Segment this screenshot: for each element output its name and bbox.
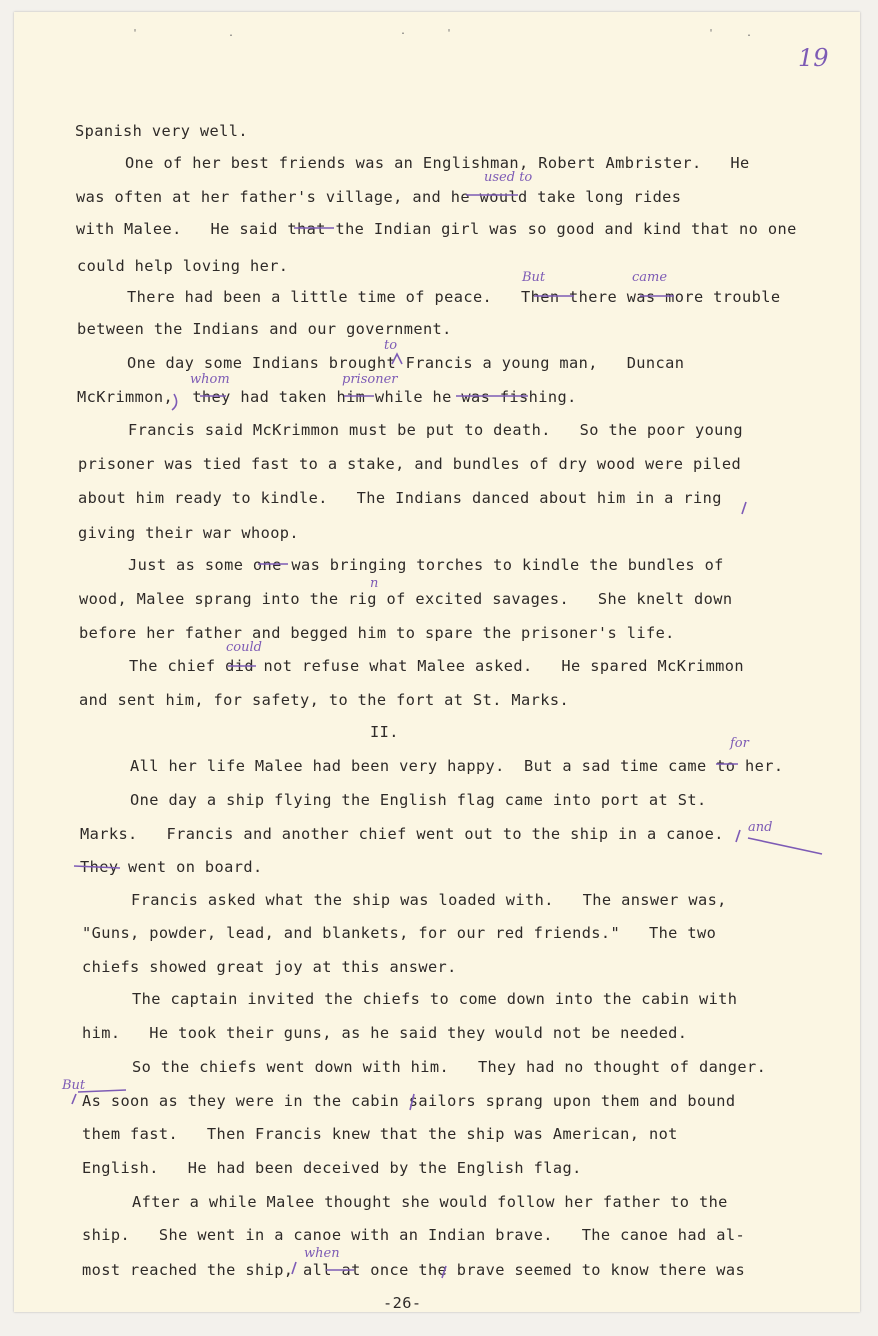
typed-page-number: -26- [383, 1294, 422, 1312]
text-line: wood, Malee sprang into the rig of excited savages. She knelt down [79, 590, 733, 608]
text-line: McKrimmon, they had taken him while he was fishing. [77, 388, 577, 406]
strike-they-2 [74, 866, 120, 868]
caret-to [392, 354, 402, 364]
text-line: could help loving her. [77, 257, 289, 275]
comma-ship [292, 1262, 296, 1274]
text-line: All her life Malee had been very happy. But a sad time came to her. [130, 757, 784, 775]
edit-came: came [632, 270, 668, 285]
text-line: One day some Indians brought Francis a young man, Duncan [127, 354, 685, 372]
text-line: Francis asked what the ship was loaded with. The answer was, [131, 891, 727, 909]
comma-canoe [736, 830, 740, 842]
comma-mccrimmon [172, 394, 177, 410]
comma-ring [742, 502, 746, 514]
edit-n: n [370, 576, 379, 591]
text-line: and sent him, for safety, to the fort at St. Marks. [79, 691, 570, 709]
text-line: English. He had been deceived by the English flag. [82, 1159, 582, 1177]
text-line: Marks. Francis and another chief went out to the ship in a canoe. [80, 825, 724, 843]
speck: ' [708, 28, 715, 39]
text-line: One of her best friends was an Englishman, Robert Ambrister. He [125, 154, 750, 172]
edit-and: and [748, 820, 773, 835]
text-line: Francis said McKrimmon must be put to death. So the poor young [128, 421, 744, 439]
text-line: giving their war whoop. [78, 524, 300, 542]
text-line: before her father and begged him to spare the prisoner's life. [79, 624, 675, 642]
edit-used-to: used to [484, 170, 533, 185]
text-line: As soon as they were in the cabin sailors sprang upon them and bound [82, 1092, 736, 1110]
text-line: The captain invited the chiefs to come down into the cabin with [132, 990, 738, 1008]
text-line: Spanish very well. [75, 122, 248, 140]
speck: . [746, 28, 753, 39]
text-line: After a while Malee thought she would follow her father to the [132, 1193, 728, 1211]
speck: . [400, 26, 407, 37]
text-line: prisoner was tied fast to a stake, and bundles of dry wood were piled [78, 455, 742, 473]
edit-whom: whom [190, 372, 230, 387]
and-tail [748, 838, 822, 854]
text-line: "Guns, powder, lead, and blankets, for our red friends." The two [82, 924, 717, 942]
editing-marks [14, 12, 860, 1312]
edit-to: to [384, 338, 398, 353]
text-line: with Malee. He said that the Indian girl was so good and kind that no one [76, 220, 797, 238]
text-line: So the chiefs went down with him. They had no thought of danger. [132, 1058, 767, 1076]
caret-stroke [72, 1094, 76, 1104]
speck: . [228, 28, 235, 39]
text-line: most reached the ship, all at once the brave seemed to know there was [82, 1261, 746, 1279]
edit-when: when [304, 1246, 340, 1261]
text-line: him. He took their guns, as he said they would not be needed. [82, 1024, 688, 1042]
edit-prisoner: prisoner [342, 372, 398, 387]
text-line: chiefs showed great joy at this answer. [82, 958, 457, 976]
comma-cabin [410, 1094, 414, 1110]
speck: ' [446, 28, 453, 39]
edit-but-2: But [62, 1078, 86, 1093]
text-line: One day a ship flying the English flag came into port at St. [130, 791, 707, 809]
text-line: There had been a little time of peace. Then there was more trouble [127, 288, 781, 306]
text-line: between the Indians and our government. [77, 320, 452, 338]
caret-but [78, 1090, 126, 1092]
section-heading: II. [370, 723, 399, 741]
text-line: The chief did not refuse what Malee asked. He spared McKrimmon [129, 657, 745, 675]
text-line: about him ready to kindle. The Indians danced about him in a ring [78, 489, 722, 507]
text-line: them fast. Then Francis knew that the ship was American, not [82, 1125, 678, 1143]
text-line: Just as some one was bringing torches to kindle the bundles of [128, 556, 724, 574]
edit-but: But [522, 270, 546, 285]
text-line: ship. She went in a canoe with an Indian brave. The canoe had al- [82, 1226, 746, 1244]
handwritten-page-number: 19 [798, 44, 829, 72]
comma-once [442, 1266, 446, 1278]
manuscript-page [14, 12, 860, 1312]
speck: ' [132, 28, 139, 39]
edit-for: for [730, 736, 749, 751]
edit-could: could [226, 640, 262, 655]
text-line: They went on board. [80, 858, 263, 876]
text-line: was often at her father's village, and he would take long rides [76, 188, 682, 206]
